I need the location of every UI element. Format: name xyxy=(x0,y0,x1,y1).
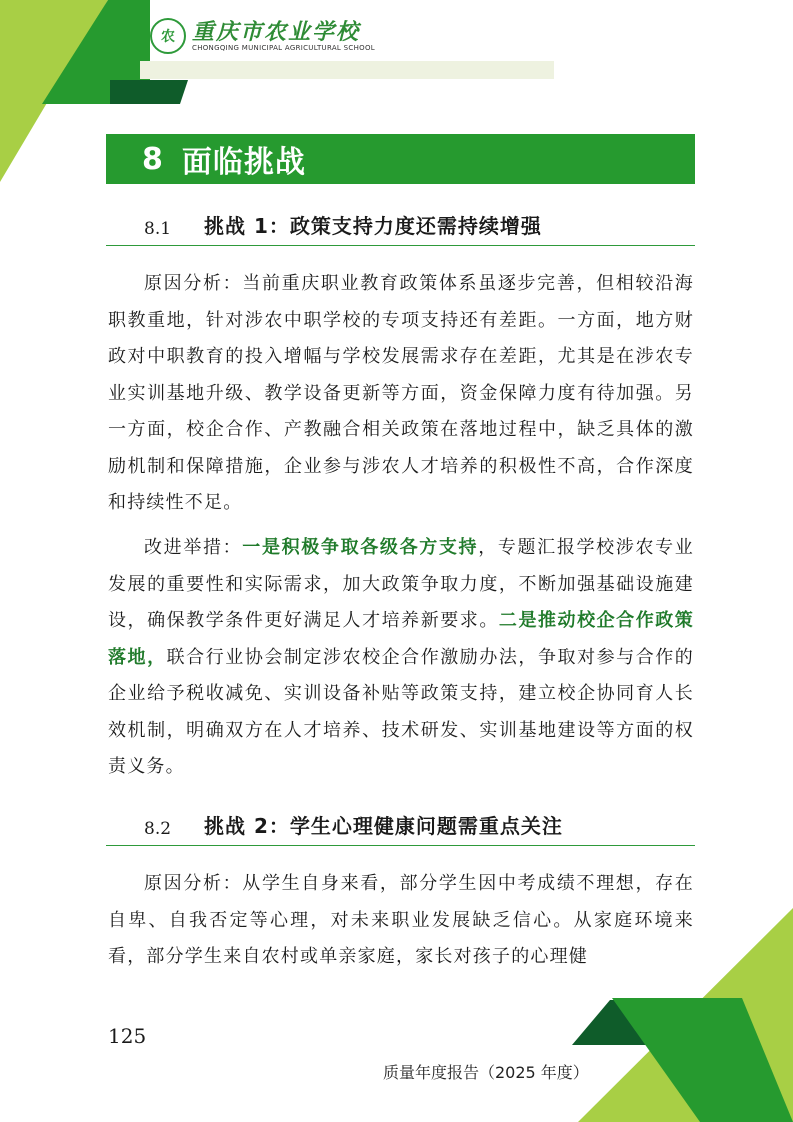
header-band xyxy=(140,61,554,79)
school-logo xyxy=(150,18,375,54)
paragraph-text: 改进举措： xyxy=(144,537,243,558)
paragraph-text: 原因分析：当前重庆职业教育政策体系虽逐步完善，但相较沿海职教重地，针对涉农中职学校的专项支持还有差距。一方面，地方财政对中职教育的投入增幅与学校发展需求存在差距，尤其是在涉农专业实训基地升级、教学设备更新等方面，资金保障力度有待加强。另一方面，校企合作、产教融合相关政策在落地过程中，缺乏具体的激励机制和保障措施，企业参与涉农人才培养的积极性不高，合作深度和持续性不足。 xyxy=(108,273,694,513)
highlight-measure-2: 二是推动校企合作政策落地， xyxy=(108,610,695,668)
paragraph-text: 原因分析：从学生自身来看，部分学生因中考成绩不理想，存在自卑、自我否定等心理，对未来职业发展缺乏信心。从家庭环境来看，部分学生来自农村或单亲家庭，家长对孩子的心理健 xyxy=(108,873,694,967)
section-number: 8.1 xyxy=(144,219,172,239)
top-left-dark-triangle xyxy=(110,80,188,104)
school-emblem-icon: 农 xyxy=(150,18,186,54)
paragraph-text: ，专题汇报学校涉农专业发展的重要性和实际需求，加大政策争取力度，不断加强基础设施建设，确保教学条件更好满足人才培养新要求。 xyxy=(108,537,694,631)
section-heading-8-1 xyxy=(106,212,695,246)
school-name-cn: 重庆市农业学校 xyxy=(192,19,361,45)
chapter-title: 面临挑战 xyxy=(181,145,306,180)
chapter-heading xyxy=(106,134,695,184)
paragraph-cause-analysis-2 xyxy=(108,866,694,976)
section-heading-8-2 xyxy=(106,812,695,846)
paragraph-cause-analysis-1 xyxy=(108,266,694,522)
section-number: 8.2 xyxy=(144,819,172,839)
report-title-footer: 质量年度报告（2025 年度） xyxy=(383,1063,589,1082)
school-name-en: CHONGQING MUNICIPAL AGRICULTURAL SCHOOL xyxy=(192,44,375,52)
section-title: 挑战 1：政策支持力度还需持续增强 xyxy=(204,214,542,238)
page-number: 125 xyxy=(108,1024,147,1048)
section-title: 挑战 2：学生心理健康问题需重点关注 xyxy=(204,814,563,838)
highlight-measure-1: 一是积极争取各级各方支持 xyxy=(242,537,479,558)
paragraph-text: 联合行业协会制定涉农校企合作激励办法，争取对参与合作的企业给予税收减免、实训设备补贴等政策支持，建立校企协同育人长效机制，明确双方在人才培养、技术研发、实训基地建设等方面的权责义务。 xyxy=(108,646,694,777)
chapter-number: 8 xyxy=(142,141,164,177)
paragraph-improvement-measures xyxy=(108,530,694,786)
